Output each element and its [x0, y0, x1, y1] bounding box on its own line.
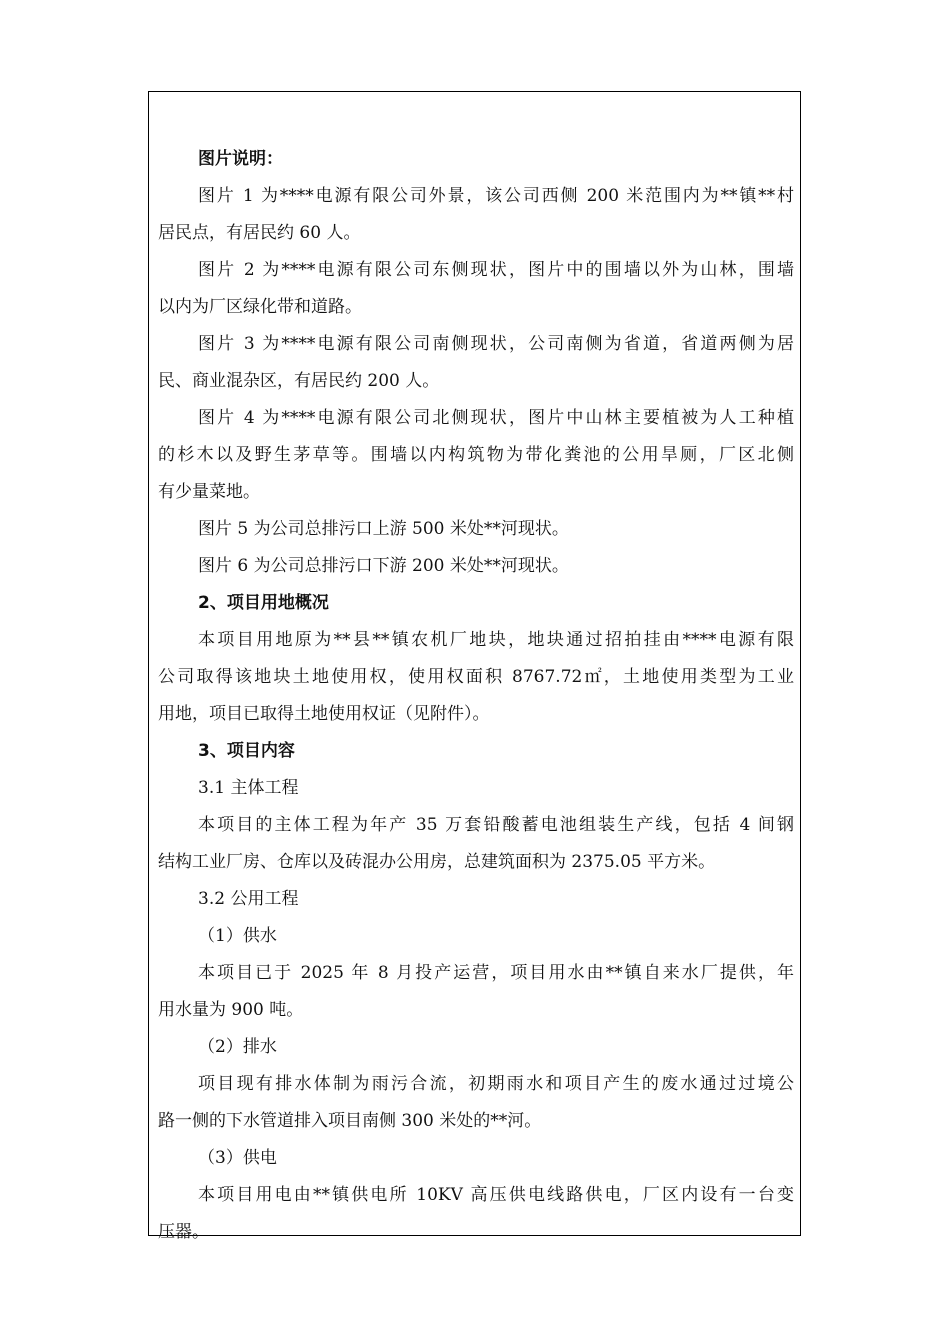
paragraph-line: 图片 2 为****电源有限公司东侧现状，图片中的围墙以外为山林，围墙	[198, 260, 794, 280]
paragraph-line: 图片 1 为****电源有限公司外景，该公司西侧 200 米范围内为**镇**村	[198, 186, 794, 206]
paragraph-line: 图片 5 为公司总排污口上游 500 米处**河现状。	[198, 519, 569, 539]
sub-heading-water-supply: （1）供水	[198, 926, 277, 946]
paragraph-line: 用地，项目已取得土地使用权证（见附件）。	[158, 704, 490, 724]
document-body	[158, 141, 794, 1251]
subsection-heading-3-1: 3.1 主体工程	[198, 778, 299, 798]
section-heading-2: 2、项目用地概况	[198, 593, 329, 613]
paragraph-line: 压器。	[158, 1222, 209, 1242]
sub-heading-drainage: （2）排水	[198, 1037, 277, 1057]
paragraph-line: 本项目用电由**镇供电所 10KV 高压供电线路供电，厂区内设有一台变	[198, 1185, 794, 1205]
paragraph-line: 路一侧的下水管道排入项目南侧 300 米处的**河。	[158, 1111, 542, 1131]
paragraph-line: 用水量为 900 吨。	[158, 1000, 304, 1020]
paragraph-line: 居民点，有居民约 60 人。	[158, 223, 361, 243]
paragraph-line: 本项目的主体工程为年产 35 万套铅酸蓄电池组装生产线，包括 4 间钢	[198, 815, 794, 835]
paragraph-line: 有少量菜地。	[158, 482, 260, 502]
paragraph-line: 本项目已于 2025 年 8 月投产运营，项目用水由**镇自来水厂提供，年	[198, 963, 794, 983]
heading-caption: 图片说明：	[198, 149, 283, 169]
subsection-heading-3-2: 3.2 公用工程	[198, 889, 299, 909]
paragraph-line: 公司取得该地块土地使用权，使用权面积 8767.72㎡，土地使用类型为工业	[158, 667, 794, 687]
paragraph-line: 以内为厂区绿化带和道路。	[158, 297, 362, 317]
sub-heading-power: （3）供电	[198, 1148, 277, 1168]
paragraph-line: 图片 6 为公司总排污口下游 200 米处**河现状。	[198, 556, 569, 576]
paragraph-line: 图片 4 为****电源有限公司北侧现状，图片中山林主要植被为人工种植	[198, 408, 794, 428]
paragraph-line: 图片 3 为****电源有限公司南侧现状，公司南侧为省道，省道两侧为居	[198, 334, 794, 354]
paragraph-line: 本项目用地原为**县**镇农机厂地块，地块通过招拍挂由****电源有限	[198, 630, 794, 650]
paragraph-line: 项目现有排水体制为雨污合流，初期雨水和项目产生的废水通过过境公	[198, 1074, 794, 1094]
section-heading-3: 3、项目内容	[198, 741, 295, 761]
paragraph-line: 结构工业厂房、仓库以及砖混办公用房，总建筑面积为 2375.05 平方米。	[158, 852, 716, 872]
paragraph-line: 民、商业混杂区，有居民约 200 人。	[158, 371, 440, 391]
paragraph-line: 的杉木以及野生茅草等。围墙以内构筑物为带化粪池的公用旱厕，厂区北侧	[158, 445, 794, 465]
